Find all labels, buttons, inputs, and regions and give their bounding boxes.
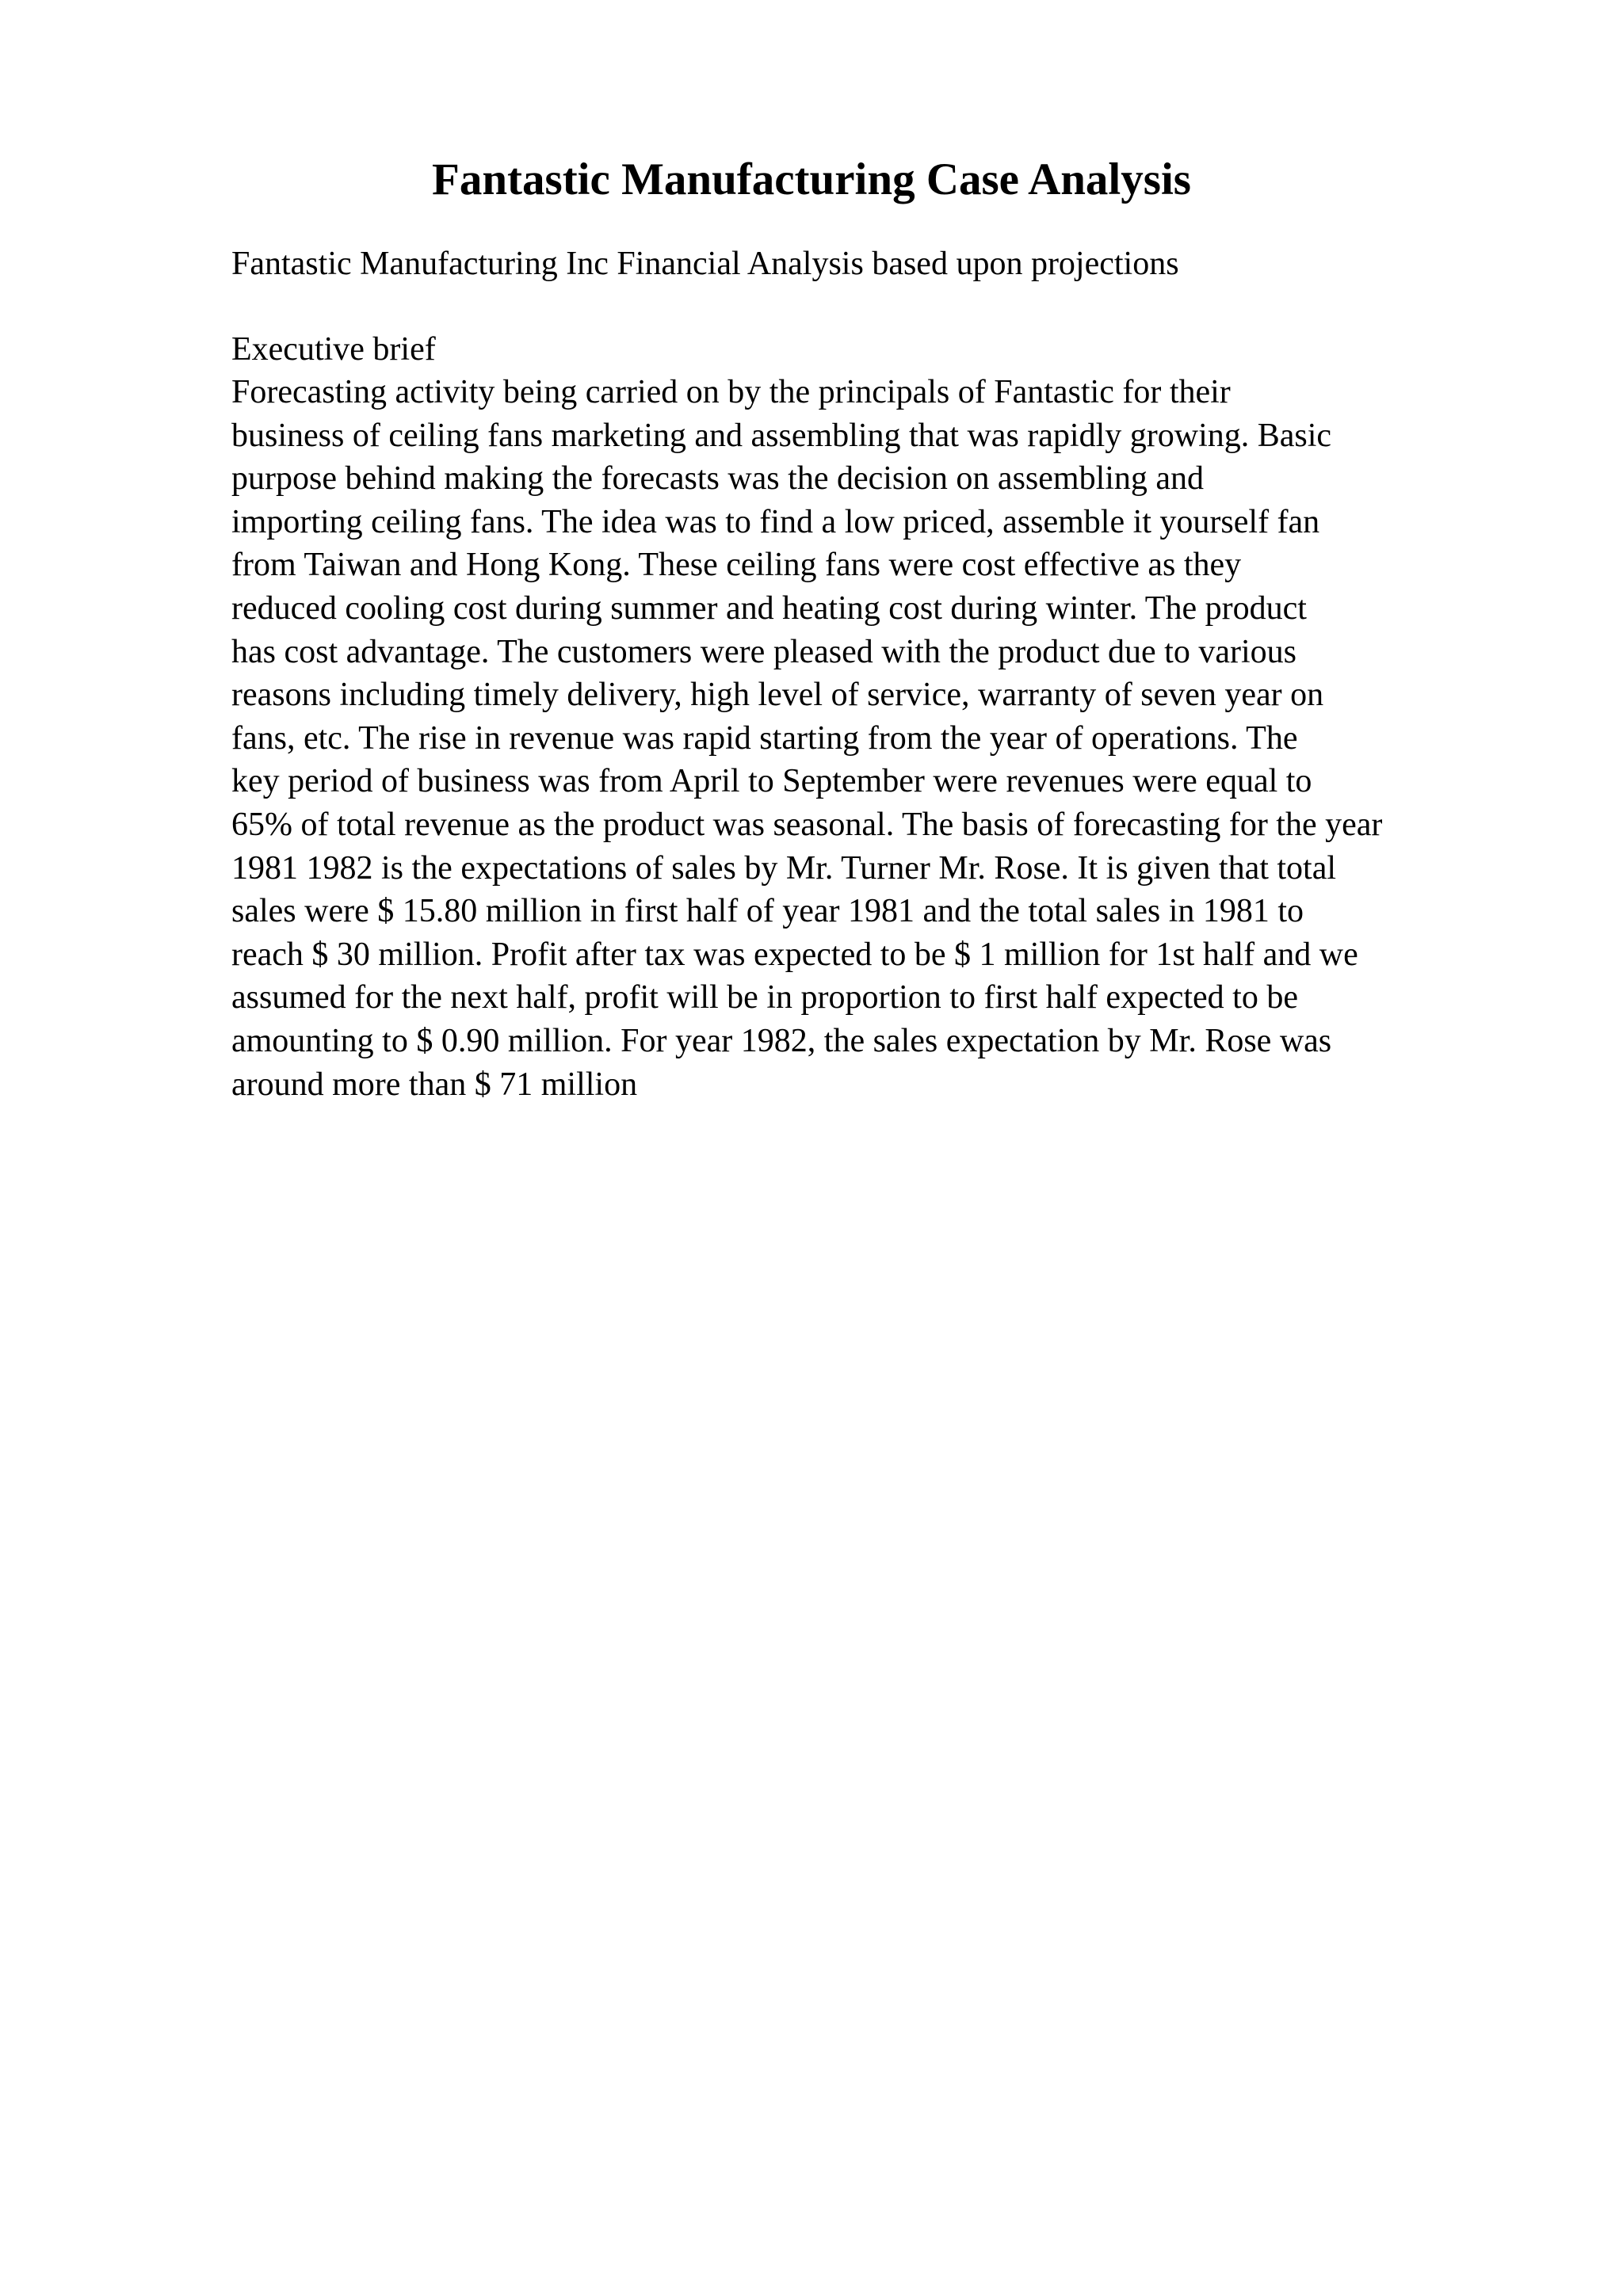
body-line: 1981 1982 is the expectations of sales by Mr. Turner Mr. Rose. It is given that total (231, 849, 1337, 887)
body-line: importing ceiling fans. The idea was to find a low priced, assemble it yourself fan (231, 503, 1320, 540)
body-line: business of ceiling fans marketing and assembling that was rapidly growing. Basic (231, 417, 1332, 454)
body-line: around more than $ 71 million (231, 1066, 638, 1103)
document-title: Fantastic Manufacturing Case Analysis (432, 154, 1191, 204)
body-line: from Taiwan and Hong Kong. These ceiling fans were cost effective as they (231, 547, 1242, 584)
body-line: reach $ 30 million. Profit after tax was expected to be $ 1 million for 1st half and we (231, 936, 1358, 973)
body-line: amounting to $ 0.90 million. For year 1982, the sales expectation by Mr. Rose was (231, 1022, 1332, 1059)
body-line: fans, etc. The rise in revenue was rapid starting from the year of operations. The (231, 719, 1298, 757)
body-line: reasons including timely delivery, high level of service, warranty of seven year on (231, 677, 1324, 714)
body-line: purpose behind making the forecasts was the decision on assembling and (231, 460, 1205, 498)
executive-brief-section (231, 328, 1531, 1106)
body-line: reduced cooling cost during summer and heating cost during winter. The product (231, 589, 1307, 627)
document-subtitle: Fantastic Manufacturing Inc Financial Analysis based upon projections (231, 246, 1179, 282)
body-line: Forecasting activity being carried on by the principals of Fantastic for their (231, 374, 1231, 410)
body-line: has cost advantage. The customers were pleased with the product due to various (231, 633, 1296, 670)
body-line: 65% of total revenue as the product was seasonal. The basis of forecasting for the year (231, 806, 1383, 843)
body-line: sales were $ 15.80 million in first half of year 1981 and the total sales in 1981 to (231, 893, 1304, 930)
section-heading: Executive brief (231, 331, 436, 368)
body-line: assumed for the next half, profit will be in proportion to first half expected to be (231, 979, 1298, 1016)
body-line: key period of business was from April to September were revenues were equal to (231, 763, 1312, 800)
